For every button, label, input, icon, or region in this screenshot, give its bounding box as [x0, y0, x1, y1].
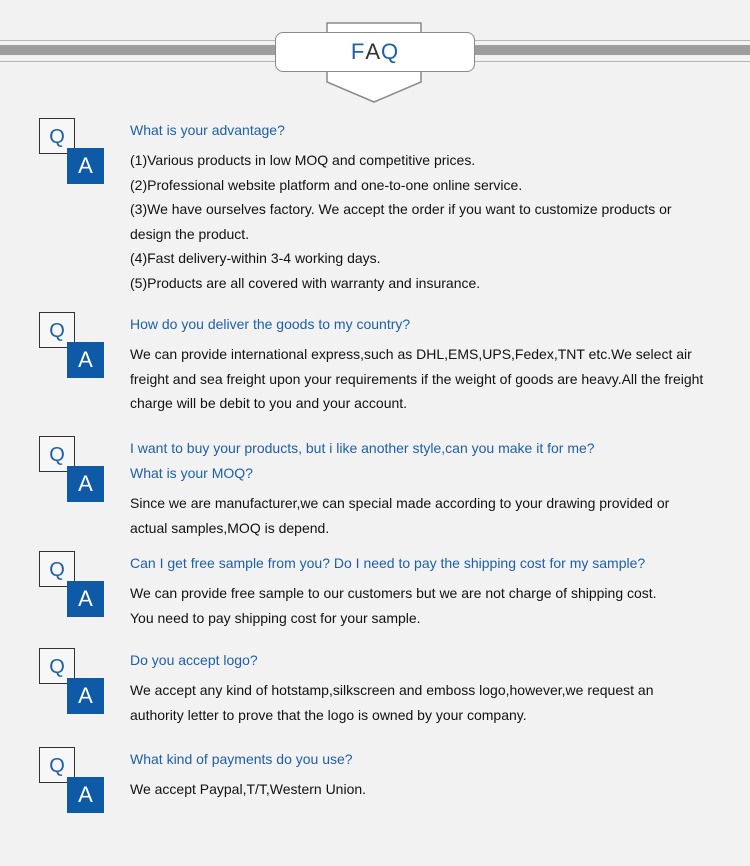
faq-question: I want to buy your products, but i like another style,can you make it for me? [130, 440, 595, 456]
faq-question: Do you accept logo? [130, 652, 258, 668]
faq-answer-line: actual samples,MOQ is depend. [130, 519, 330, 536]
page-title-letter-f: F [350, 39, 366, 64]
question-badge: Q [39, 312, 75, 348]
qa-badge-icon [39, 118, 105, 184]
faq-answer-line: authority letter to prove that the logo is owned by your company. [130, 706, 527, 723]
page-title-letter-a: A [365, 39, 381, 64]
faq-content [130, 747, 730, 802]
faq-answer-line: Since we are manufacturer,we can special made according to your drawing provided or [130, 495, 670, 511]
faq-answer-line: We accept any kind of hotstamp,silkscreen and emboss logo,however,we request an [130, 682, 654, 698]
faq-answer-line: (3)We have ourselves factory. We accept the order if you want to customize products or [130, 201, 672, 218]
faq-answer-line: You need to pay shipping cost for your sample. [130, 609, 421, 626]
page-title-letter-q: Q [381, 39, 400, 64]
answer-badge: A [67, 777, 104, 813]
faq-question: What is your advantage? [130, 122, 285, 138]
faq-content [130, 551, 730, 630]
faq-header [0, 0, 750, 110]
question-badge: Q [39, 747, 75, 783]
answer-badge: A [67, 342, 104, 378]
answer-badge: A [67, 581, 104, 617]
qa-badge-icon [39, 551, 105, 617]
question-badge: Q [39, 436, 75, 472]
faq-content [130, 648, 730, 727]
faq-answer-line: We can provide international express,such as DHL,EMS,UPS,Fedex,TNT etc.We select air [130, 346, 692, 362]
faq-answer-line: (1)Various products in low MOQ and competitive prices. [130, 152, 476, 168]
question-badge: Q [39, 648, 75, 684]
faq-answer-line: charge will be debit to you and your account. [130, 395, 408, 412]
faq-answer-line: freight and sea freight upon your requirements if the weight of goods are heavy.All the freight [130, 370, 704, 387]
qa-badge-icon [39, 312, 105, 378]
qa-badge-icon [39, 648, 105, 714]
page-title [275, 32, 475, 72]
faq-question: What kind of payments do you use? [130, 751, 353, 767]
faq-content [130, 312, 730, 416]
answer-badge: A [67, 466, 104, 502]
faq-answer-line: design the product. [130, 225, 250, 242]
faq-answer-line: We accept Paypal,T/T,Western Union. [130, 781, 367, 797]
faq-answer-line: (4)Fast delivery-within 3-4 working days. [130, 250, 381, 267]
qa-badge-icon [39, 747, 105, 813]
faq-answer-line: (2)Professional website platform and one-to-one online service. [130, 176, 523, 193]
question-badge: Q [39, 118, 75, 154]
faq-question: What is your MOQ? [130, 465, 253, 481]
question-badge: Q [39, 551, 75, 587]
answer-badge: A [67, 148, 104, 184]
faq-answer-line: (5)Products are all covered with warranty and insurance. [130, 274, 481, 291]
faq-question: How do you deliver the goods to my country? [130, 316, 411, 332]
faq-content [130, 118, 730, 296]
qa-badge-icon [39, 436, 105, 502]
answer-badge: A [67, 678, 104, 714]
faq-question: Can I get free sample from you? Do I need to pay the shipping cost for my sample? [130, 555, 646, 571]
faq-answer-line: We can provide free sample to our customers but we are not charge of shipping cost. [130, 585, 657, 601]
faq-content [130, 436, 730, 540]
